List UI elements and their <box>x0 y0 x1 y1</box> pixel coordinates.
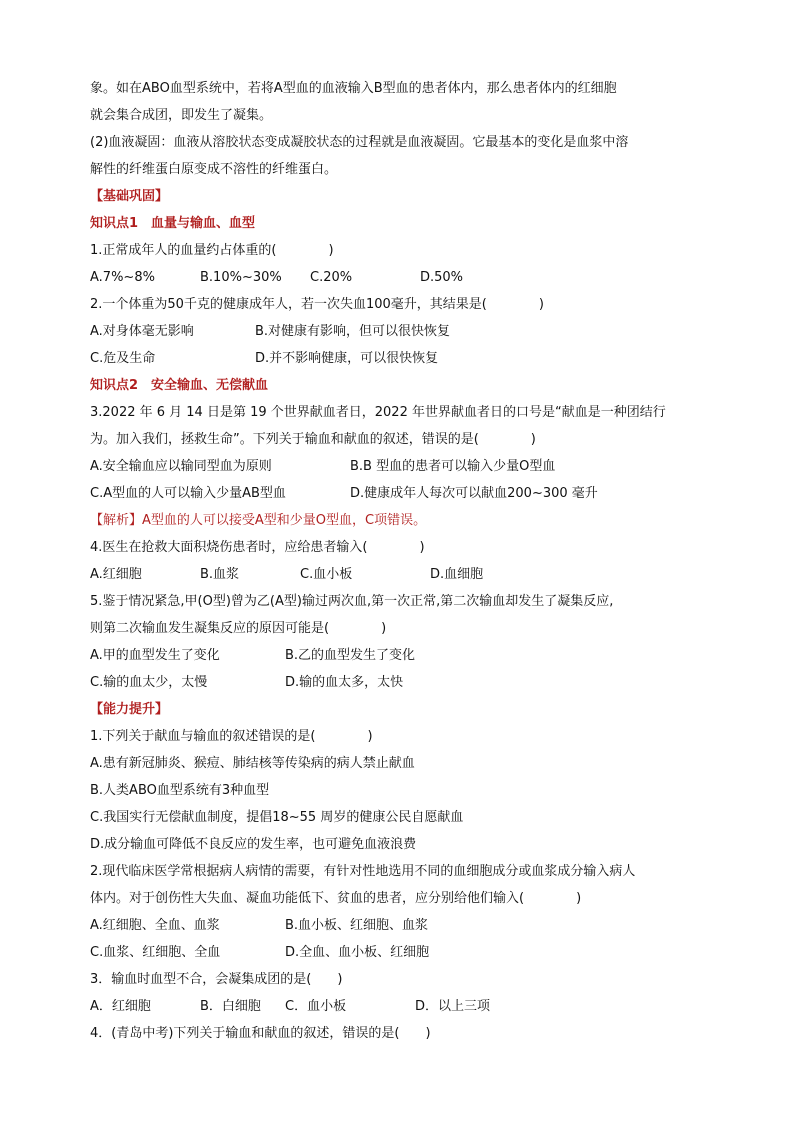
option-d: D.并不影响健康，可以很快恢复 <box>255 351 439 366</box>
question-3-stem-line-2: 为。加入我们，拯救生命”。下列关于输血和献血的叙述，错误的是( ) <box>90 432 536 447</box>
question-5-options-row-1 <box>90 642 705 669</box>
option-d: D.健康成年人每次可以献血200~300 毫升 <box>350 486 598 501</box>
knowledge-point-2: 知识点2 安全输血、无偿献血 <box>90 378 269 393</box>
option-b: B.对健康有影响，但可以很快恢复 <box>255 324 451 339</box>
option-c: C.输的血太少，太慢 <box>90 675 208 690</box>
option-c: C.血小板 <box>300 567 353 582</box>
option-a: A.红细胞 <box>90 567 142 582</box>
section-title-basic: 【基础巩固】 <box>90 189 169 204</box>
question-1-options <box>90 264 705 291</box>
option-c: C.A型血的人可以输入少量AB型血 <box>90 486 286 501</box>
question-2-options-row-2 <box>90 345 705 372</box>
option-b: B.血浆 <box>200 567 240 582</box>
option-b: B.乙的血型发生了变化 <box>285 648 416 663</box>
option-b: B.10%~30% <box>200 270 282 285</box>
option-b: B．白细胞 <box>200 999 261 1014</box>
adv-question-1-stem: 1.下列关于献血与输血的叙述错误的是( ) <box>90 729 373 744</box>
adv-question-2-options-row-1 <box>90 912 705 939</box>
analysis-text: 【解析】A型血的人可以接受A型和少量O型血，C项错误。 <box>90 513 427 528</box>
adv-question-3-options <box>90 993 705 1020</box>
option-c: C.血浆、红细胞、全血 <box>90 945 221 960</box>
question-4-options <box>90 561 705 588</box>
adv-question-2-stem-line-2: 体内。对于创伤性大失血、凝血功能低下、贫血的患者，应分别给他们输入( ) <box>90 891 582 906</box>
question-2-options-row-1 <box>90 318 705 345</box>
question-5-stem-line-2: 则第二次输血发生凝集反应的原因可能是( ) <box>90 621 387 636</box>
option-c: C．血小板 <box>285 999 347 1014</box>
adv-question-1-option-a: A.患有新冠肺炎、猴痘、肺结核等传染病的病人禁止献血 <box>90 756 415 771</box>
option-c: C.20% <box>310 270 353 285</box>
knowledge-point-1: 知识点1 血量与输血、血型 <box>90 216 256 231</box>
document-page <box>90 75 705 1047</box>
option-a: A.安全输血应以输同型血为原则 <box>90 459 272 474</box>
option-a: A.红细胞、全血、血浆 <box>90 918 220 933</box>
question-5-stem-line-1: 5.鉴于情况紧急,甲(O型)曾为乙(A型)输过两次血,第一次正常,第二次输血却发生了凝集反应, <box>90 594 614 609</box>
adv-question-2-stem-line-1: 2.现代临床医学常根据病人病情的需要，有针对性地选用不同的血细胞成分或血浆成分输入病人 <box>90 864 636 879</box>
option-d: D.全血、血小板、红细胞 <box>285 945 430 960</box>
option-d: D.50% <box>420 270 464 285</box>
option-d: D.血细胞 <box>430 567 484 582</box>
intro-line-3: (2)血液凝固：血液从溶胶状态变成凝胶状态的过程就是血液凝固。它最基本的变化是血浆中溶 <box>90 135 629 150</box>
question-4-stem: 4.医生在抢救大面积烧伤患者时，应给患者输入( ) <box>90 540 425 555</box>
option-a: A.7%~8% <box>90 270 155 285</box>
intro-line-4: 解性的纤维蛋白原变成不溶性的纤维蛋白。 <box>90 162 338 177</box>
section-title-advanced: 【能力提升】 <box>90 702 169 717</box>
question-5-options-row-2 <box>90 669 705 696</box>
adv-question-1-option-c: C.我国实行无偿献血制度，提倡18~55 周岁的健康公民自愿献血 <box>90 810 464 825</box>
adv-question-3-stem: 3．输血时血型不合，会凝集成团的是( ) <box>90 972 343 987</box>
option-a: A.甲的血型发生了变化 <box>90 648 220 663</box>
question-3-options-row-1 <box>90 453 705 480</box>
intro-line-2: 就会集合成团，即发生了凝集。 <box>90 108 273 123</box>
intro-line-1: 象。如在ABO血型系统中，若将A型血的血液输入B型血的患者体内，那么患者体内的红细胞 <box>90 81 617 96</box>
adv-question-2-options-row-2 <box>90 939 705 966</box>
question-1-stem: 1.正常成年人的血量约占体重的( ) <box>90 243 334 258</box>
question-3-stem-line-1: 3.2022 年 6 月 14 日是第 19 个世界献血者日，2022 年世界献血者日的口号是“献血是一种团结行 <box>90 405 666 420</box>
option-b: B.B 型血的患者可以输入少量O型血 <box>350 459 556 474</box>
question-3-options-row-2 <box>90 480 705 507</box>
adv-question-4-stem: 4．(青岛中考)下列关于输血和献血的叙述，错误的是( ) <box>90 1026 431 1041</box>
option-b: B.血小板、红细胞、血浆 <box>285 918 429 933</box>
adv-question-1-option-b: B.人类ABO血型系统有3种血型 <box>90 783 270 798</box>
question-2-stem: 2.一个体重为50千克的健康成年人，若一次失血100毫升，其结果是( ) <box>90 297 544 312</box>
option-a: A.对身体毫无影响 <box>90 324 194 339</box>
option-d: D.输的血太多，太快 <box>285 675 404 690</box>
option-c: C.危及生命 <box>90 351 156 366</box>
adv-question-1-option-d: D.成分输血可降低不良反应的发生率，也可避免血液浪费 <box>90 837 417 852</box>
option-a: A．红细胞 <box>90 999 151 1014</box>
option-d: D．以上三项 <box>415 999 491 1014</box>
